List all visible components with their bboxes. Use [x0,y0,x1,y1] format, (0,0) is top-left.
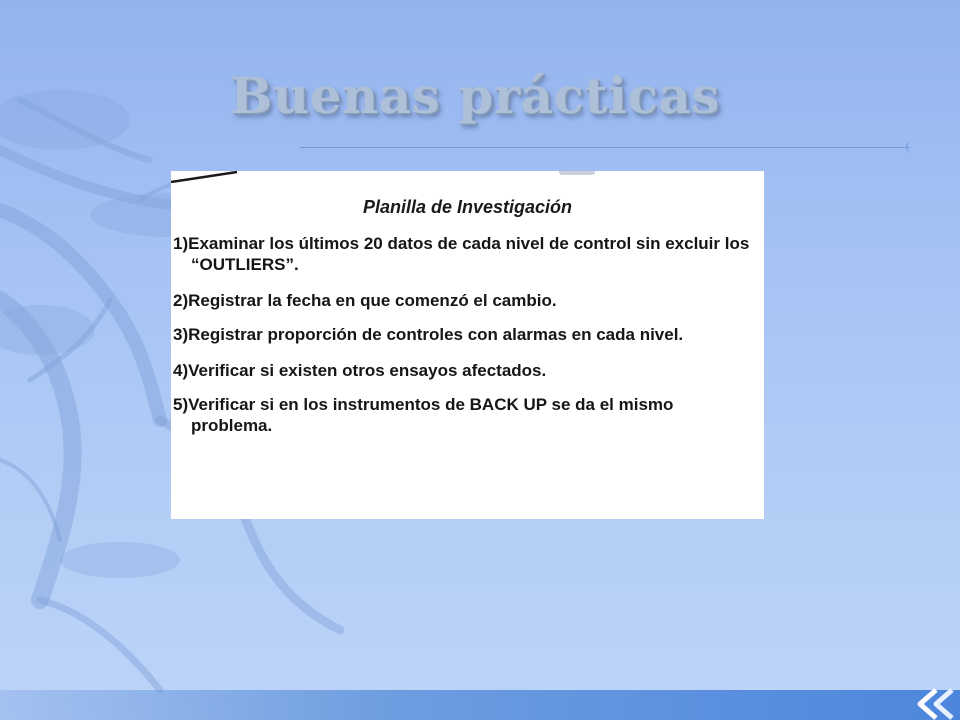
scanned-document [171,171,764,519]
scan-edge-tab [559,171,595,175]
scan-edge-mark [171,171,251,183]
list-item: 2)Registrar la fecha en que comenzó el cambio. [173,291,557,310]
list-item: 4)Verificar si existen otros ensayos afectados. [173,361,547,380]
title-divider-cap [906,141,913,153]
list-item: 1)Examinar los últimos 20 datos de cada nivel de control sin excluir los “OUTLIERS”. [173,234,750,274]
footer-bar [0,690,960,720]
document-heading: Planilla de Investigación [362,197,573,217]
list-item: 3)Registrar proporción de controles con alarmas en cada nivel. [173,325,684,344]
title-divider [300,147,910,148]
slide-title: Buenas prácticas [230,66,720,125]
investigation-steps-list [173,233,758,451]
chevron-left-double-icon [900,688,960,720]
list-item: 5)Verificar si en los instrumentos de BACK UP se da el mismo problema. [173,395,674,435]
